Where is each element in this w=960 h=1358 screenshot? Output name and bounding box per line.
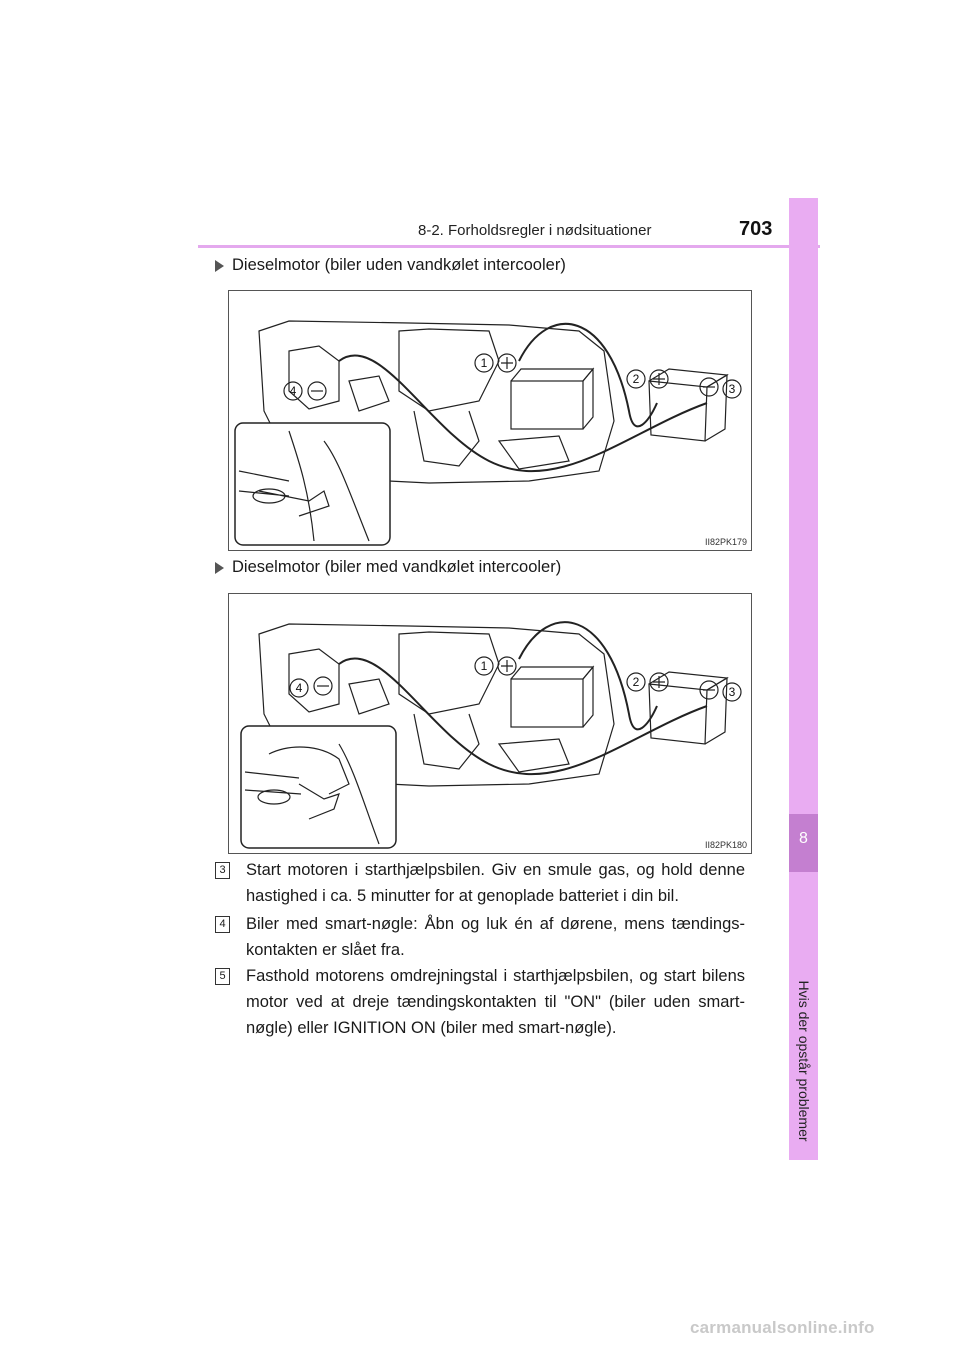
triangle-bullet-icon xyxy=(215,562,224,574)
step-text: Biler med smart-nøgle: Åbn og luk én af dørene, mens tændings-kontakten er slået fra. xyxy=(246,915,745,959)
step-text: Start motoren i starthjælpsbilen. Giv en smule gas, og hold denne hastighed i ca. 5 minutter for at genoplade batteriet i din bil. xyxy=(246,861,745,905)
label-3: 3 xyxy=(728,382,736,396)
header-divider xyxy=(198,245,820,248)
bullet-text: Dieselmotor (biler med vandkølet intercooler) xyxy=(232,558,562,576)
step-5 xyxy=(215,963,745,1041)
engine-bay-drawing xyxy=(229,291,751,550)
triangle-bullet-icon xyxy=(215,260,224,272)
label-4: 4 xyxy=(295,681,303,695)
label-3: 3 xyxy=(728,685,736,699)
bullet-diesel-with-intercooler xyxy=(215,558,561,577)
bullet-text: Dieselmotor (biler uden vandkølet intercooler) xyxy=(232,256,566,274)
chapter-number: 8 xyxy=(799,830,808,847)
step-4 xyxy=(215,911,745,963)
label-1: 1 xyxy=(480,659,488,673)
step-text: Fasthold motorens omdrejningstal i starthjælpsbilen, og start bilens motor ved at dreje tændingskontakten til "ON" (biler uden smart-nøgle) eller IGNITION ON (biler med smart-nøgle). xyxy=(246,967,745,1037)
label-1: 1 xyxy=(480,356,488,370)
step-number-box: 4 xyxy=(215,916,230,933)
section-title: 8-2. Forholdsregler i nødsituationer xyxy=(418,222,652,239)
step-number-box: 5 xyxy=(215,968,230,985)
step-number-box: 3 xyxy=(215,862,230,879)
label-2: 2 xyxy=(632,372,640,386)
step-3 xyxy=(215,857,745,909)
label-2: 2 xyxy=(632,675,640,689)
jump-start-illustration-1 xyxy=(228,290,752,551)
chapter-title-text: Hvis der opstår problemer xyxy=(796,980,812,1142)
label-4: 4 xyxy=(289,384,297,398)
page-number: 703 xyxy=(739,218,773,240)
jump-start-illustration-2 xyxy=(228,593,752,854)
bullet-diesel-without-intercooler xyxy=(215,256,566,275)
figure-code: II82PK179 xyxy=(704,537,747,547)
engine-bay-drawing xyxy=(229,594,751,853)
watermark-link[interactable]: carmanualsonline.info xyxy=(690,1318,875,1337)
chapter-title xyxy=(793,980,815,1142)
figure-code: II82PK180 xyxy=(704,840,747,850)
